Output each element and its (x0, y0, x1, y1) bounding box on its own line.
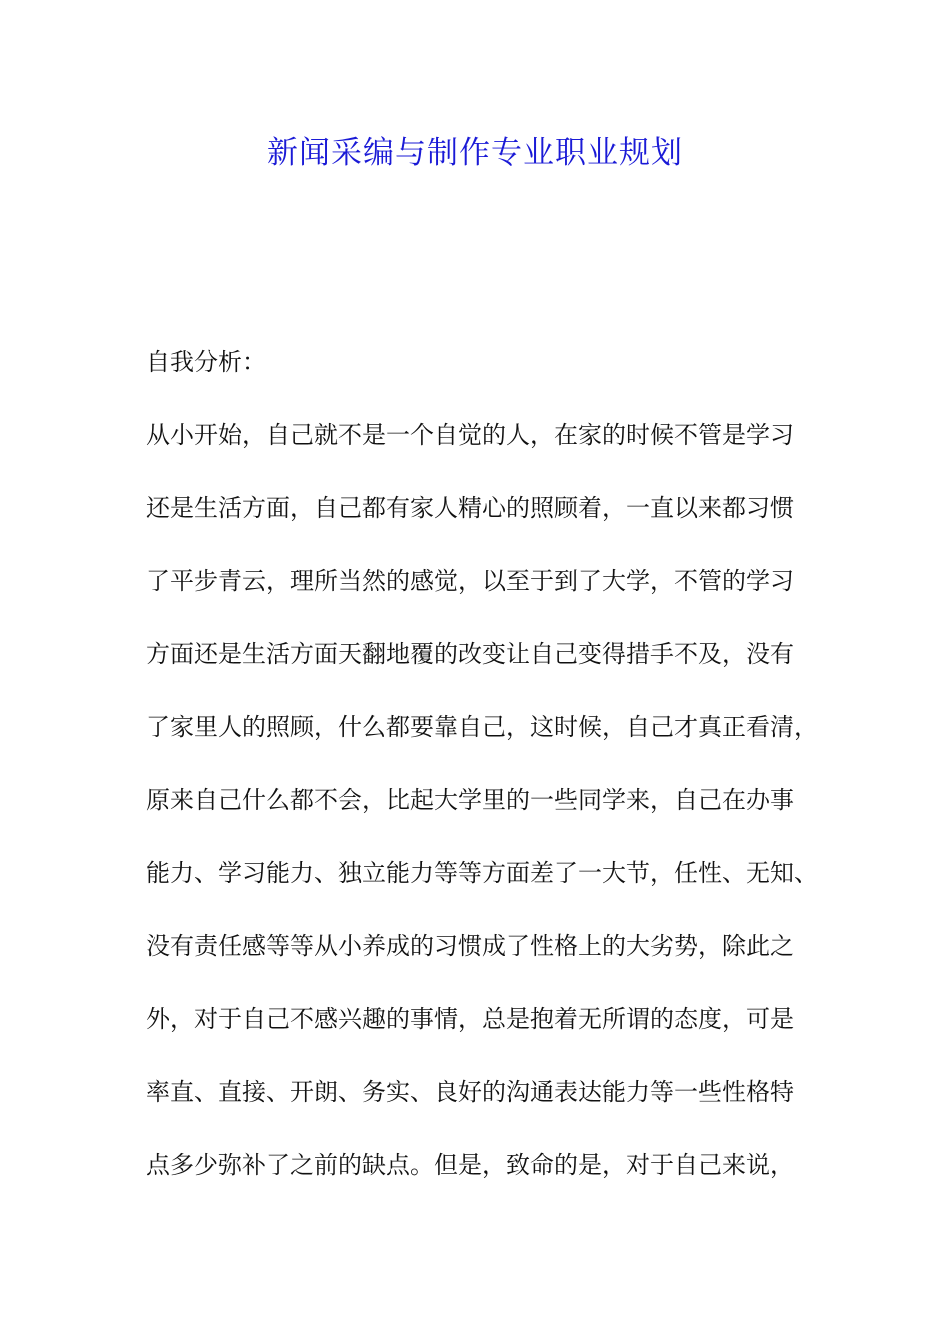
document-body (146, 338, 836, 1214)
section-heading: 自我分析： (146, 348, 266, 376)
text-line: 外，对于自己不感兴趣的事情，总是抱着无所谓的态度，可是 (146, 1005, 794, 1033)
document-title: 新闻采编与制作专业职业规划 (267, 135, 683, 171)
text-line: 点多少弥补了之前的缺点。但是，致命的是，对于自己来说， (146, 1151, 794, 1179)
text-line: 从小开始，自己就不是一个自觉的人，在家的时候不管是学习 (146, 421, 794, 449)
paragraph (146, 411, 836, 1190)
text-line: 了家里人的照顾，什么都要靠自己，这时候，自己才真正看清， (146, 713, 818, 741)
text-line: 原来自己什么都不会，比起大学里的一些同学来，自己在办事 (146, 786, 794, 814)
text-line: 没有责任感等等从小养成的习惯成了性格上的大劣势，除此之 (146, 932, 794, 960)
text-line: 了平步青云，理所当然的感觉，以至于到了大学，不管的学习 (146, 567, 794, 595)
text-line: 能力、学习能力、独立能力等等方面差了一大节，任性、无知、 (146, 859, 818, 887)
text-line: 还是生活方面，自己都有家人精心的照顾着，一直以来都习惯 (146, 494, 794, 522)
text-line: 率直、直接、开朗、务实、良好的沟通表达能力等一些性格特 (146, 1078, 794, 1106)
text-line: 方面还是生活方面天翻地覆的改变让自己变得措手不及，没有 (146, 640, 794, 668)
